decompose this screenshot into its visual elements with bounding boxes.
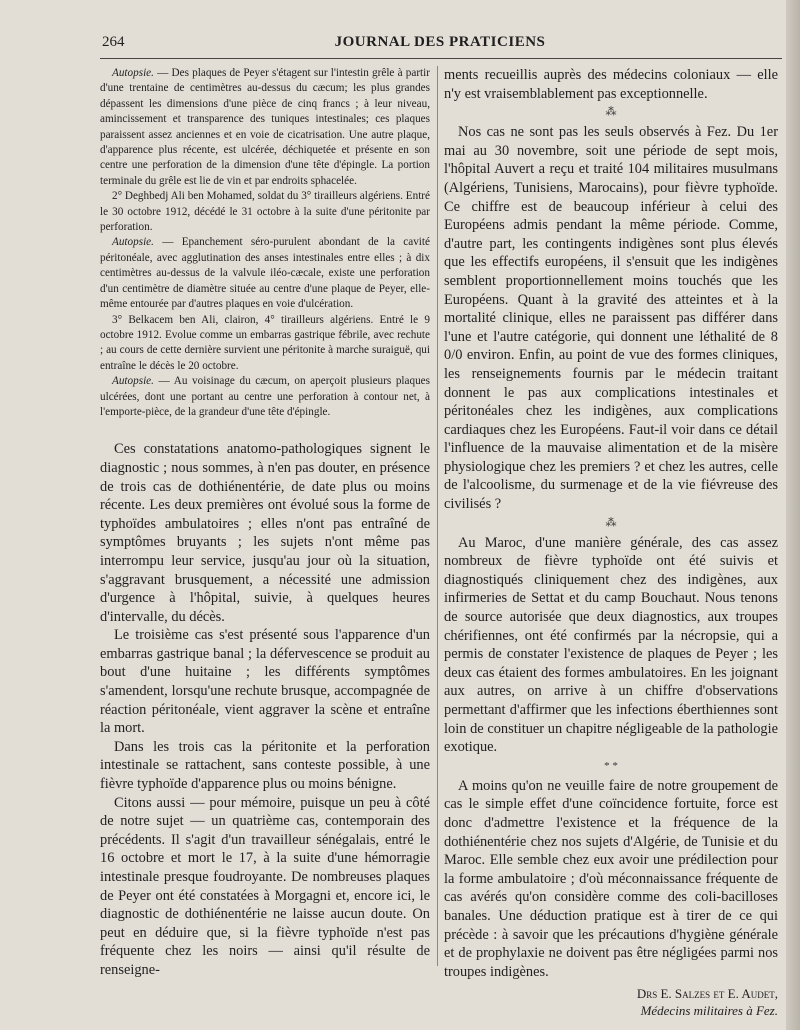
paragraph: Au Maroc, d'une manière générale, des cas assez nombreux de fièvre typhoïde ont été suivis et diagnostiqués cliniquement chez des indigènes, aux infirmeries de Settat et du camp Bouchaut. Nous tenons de source autorisée que deux diagnostics, aux troupes chérifiennes, ont été confirmés par la nécropsie, qui a permis de constater l'existence de plaques de Peyer ; les deux cas étaient des formes ambulatoires. En les joignant aux autres, on arrive à un chiffre d'observations permettant d'affirmer que les infections éberthiennes sont loin de constituer un chapitre négligeable de la pathologie exotique.	[444, 534, 778, 756]
paragraph: A moins qu'on ne veuille faire de notre groupement de cas le simple effet d'une coïncidence fortuite, force est donc d'admettre l'existence et la fréquence de la dothiénentérie chez nos sujets d'Algérie, de Tunisie et du Maroc. Elle semble chez eux avoir une prédilection pour la forme ambulatoire ; d'où méconnaissance fréquente de cas avérés qu'on considère comme des coli-bacilloses banales. Une déduction pratique est à tirer de ce qui précède : à savoir que les précautions d'hygiène générale et de prophylaxie ne doivent pas être négligées parmi nos troupes indigènes.	[444, 777, 778, 980]
case-3: 3° Belkacem ben Ali, clairon, 4° tirailleurs algériens. Entré le 9 octobre 1912. Evolue comme un embarras gastrique fébrile, avec rechute ; au cours de cette dernière survient une péritonite à marche suraiguë, qui entraîne le décès le 20 octobre.	[100, 313, 430, 372]
paragraph: ments recueillis auprès des médecins coloniaux — elle n'y est vraisemblablement pas exceptionnelle.	[444, 67, 778, 102]
paragraph: Dans les trois cas la péritonite et la perforation intestinale se rattachent, sans conteste possible, à une fièvre typhoïde d'apparence plus ou moins bénigne.	[100, 738, 430, 793]
section-mark	[100, 426, 430, 438]
paragraph: Nos cas ne sont pas les seuls observés à Fez. Du 1er mai au 30 novembre, soit une période de sept mois, l'hôpital Auvert a reçu et traité 104 militaires musulmans (Algériens, Tunisiens, Marocains), pour fièvre typhoïde. Ce chiffre est de beaucoup inférieur à celui des Européens admis pendant la même période. Comme, d'autre part, les contingents indigènes sont plus élevés que les effectifs européens, il s'ensuit que les indigènes semblent proportionnellement moins touchés que les Européens. Quant à la gravité des atteintes et à la mortalité clinique, elles ne paraissent pas différer dans l'une et l'autre catégorie, qui donnent une léthalité de 8 0/0 environ. Enfin, au point de vue des formes cliniques, les renseignements fournis par le médecin traitant donnent le pas aux complications intestinales et péritonéales chez les indigènes, aux complications cardiaques chez les Européens. Faut-il voir dans ce détail l'influence de la mauvaise alimentation et de la misère physiologique chez les premiers ? et chez les autres, celle de l'alcoolisme, du surmenage et de la vie fiévreuse des civilisés ?	[444, 124, 778, 513]
page-edge	[786, 0, 800, 1030]
column-divider	[437, 66, 438, 966]
autopsy-label: Autopsie.	[112, 67, 154, 79]
case-2: 2° Deghbedj Ali ben Mohamed, soldat du 3° tirailleurs algériens. Entré le 30 octobre 1912, décédé le 31 octobre à la suite d'une péritonite par perforation.	[100, 190, 430, 234]
right-column	[444, 66, 778, 1019]
autopsy-text: — Epanchement séro-purulent abondant de la cavité péritonéale, avec agglutination des anses intestinales entre elles ; à dix centimètres au-dessus de la valvule iléo-cæcale, existe une perforation d'un centimètre de diamètre située au centre d'une plaque de Peyer, elle-même entourée par d'autres plaques en voie d'ulcération.	[100, 236, 430, 311]
autopsy-label: Autopsie.	[112, 236, 154, 249]
signature	[444, 985, 778, 1019]
journal-title: JOURNAL DES PRATICIENS	[334, 34, 546, 50]
paragraph: Le troisième cas s'est présenté sous l'apparence d'un embarras gastrique banal ; la défervescence se produit au bout d'une huitaine ; les différents symptômes s'amendent, lorsqu'une rechute brusque, accompagnée de réaction péritonéale, vient aggraver la scène et entraîne la mort.	[100, 627, 430, 737]
asterism: ⁂	[605, 106, 617, 119]
autopsy-3	[100, 374, 430, 420]
autopsy-text: — Au voisinage du cæcum, on aperçoit plusieurs plaques ulcérées, dont une portant au centre une perforation à contour net, à l'emporte-pièce, de la grandeur d'une tête d'épingle.	[100, 375, 430, 418]
autopsy-label: Autopsie.	[112, 375, 154, 388]
page-header	[100, 34, 780, 56]
signature-names: Drs E. Salzes et E. Audet,	[636, 986, 778, 1002]
page-number: 264	[102, 34, 125, 50]
header-rule	[100, 58, 782, 59]
signature-role: Médecins militaires à Fez.	[640, 1003, 778, 1019]
autopsy-text: — Des plaques de Peyer s'étagent sur l'intestin grêle à partir d'une trentaine de centimètres au-dessus du cæcum; les plus grandes dépassent les dimensions d'une pièce de cinq francs ; à leur niveau, amincissement et transparence des tuniques intestinales; ces plaques paraissent assez anciennes et en voie de cicatrisation. Une autre plaque, d'apparence plus récente, est ulcérée, déchiquetée et présente en son centre une perforation de la dimension d'une tête d'épingle. La portion terminale du grêle est lie de vin et par endroits sphacelée.	[100, 67, 430, 187]
autopsy-1	[100, 66, 430, 189]
asterism: ⁂	[605, 516, 617, 529]
paragraph: Ces constatations anatomo-pathologiques signent le diagnostic ; nous sommes, à n'en pas douter, en présence de trois cas de dothiénentérie, de date plus ou moins récente. Les deux premières ont évolué sous la forme de typhoïdes ambulatoires ; elles n'ont pas entraîné de symptômes bruyants ; les sujets n'ont même pas interrompu leur service, jusqu'au jour où la situation, s'aggravant brusquement, a nécessité une admission d'urgence à l'hôpital, suivie, à quelques heures d'intervalle, du décès.	[100, 441, 430, 625]
paragraph: Citons aussi — pour mémoire, puisque un peu à côté de notre sujet — un quatrième cas, contemporain des précédents. Il s'agit d'un travailleur sénégalais, entré le 16 octobre et mort le 17, à la suite d'une hémorragie intestinale presque foudroyante. De nombreuses plaques de Peyer ont été constatées à Morgagni et, encore ici, le diagnostic de dothiénentérie ne laisse aucun doute. On peut en déduire que, si la fièvre typhoïde n'est pas fréquente chez les noirs — ainsi qu'il résulte de renseigne-	[100, 794, 430, 978]
autopsy-2	[100, 235, 430, 312]
asterism: * *	[604, 759, 618, 772]
left-column	[100, 66, 430, 980]
